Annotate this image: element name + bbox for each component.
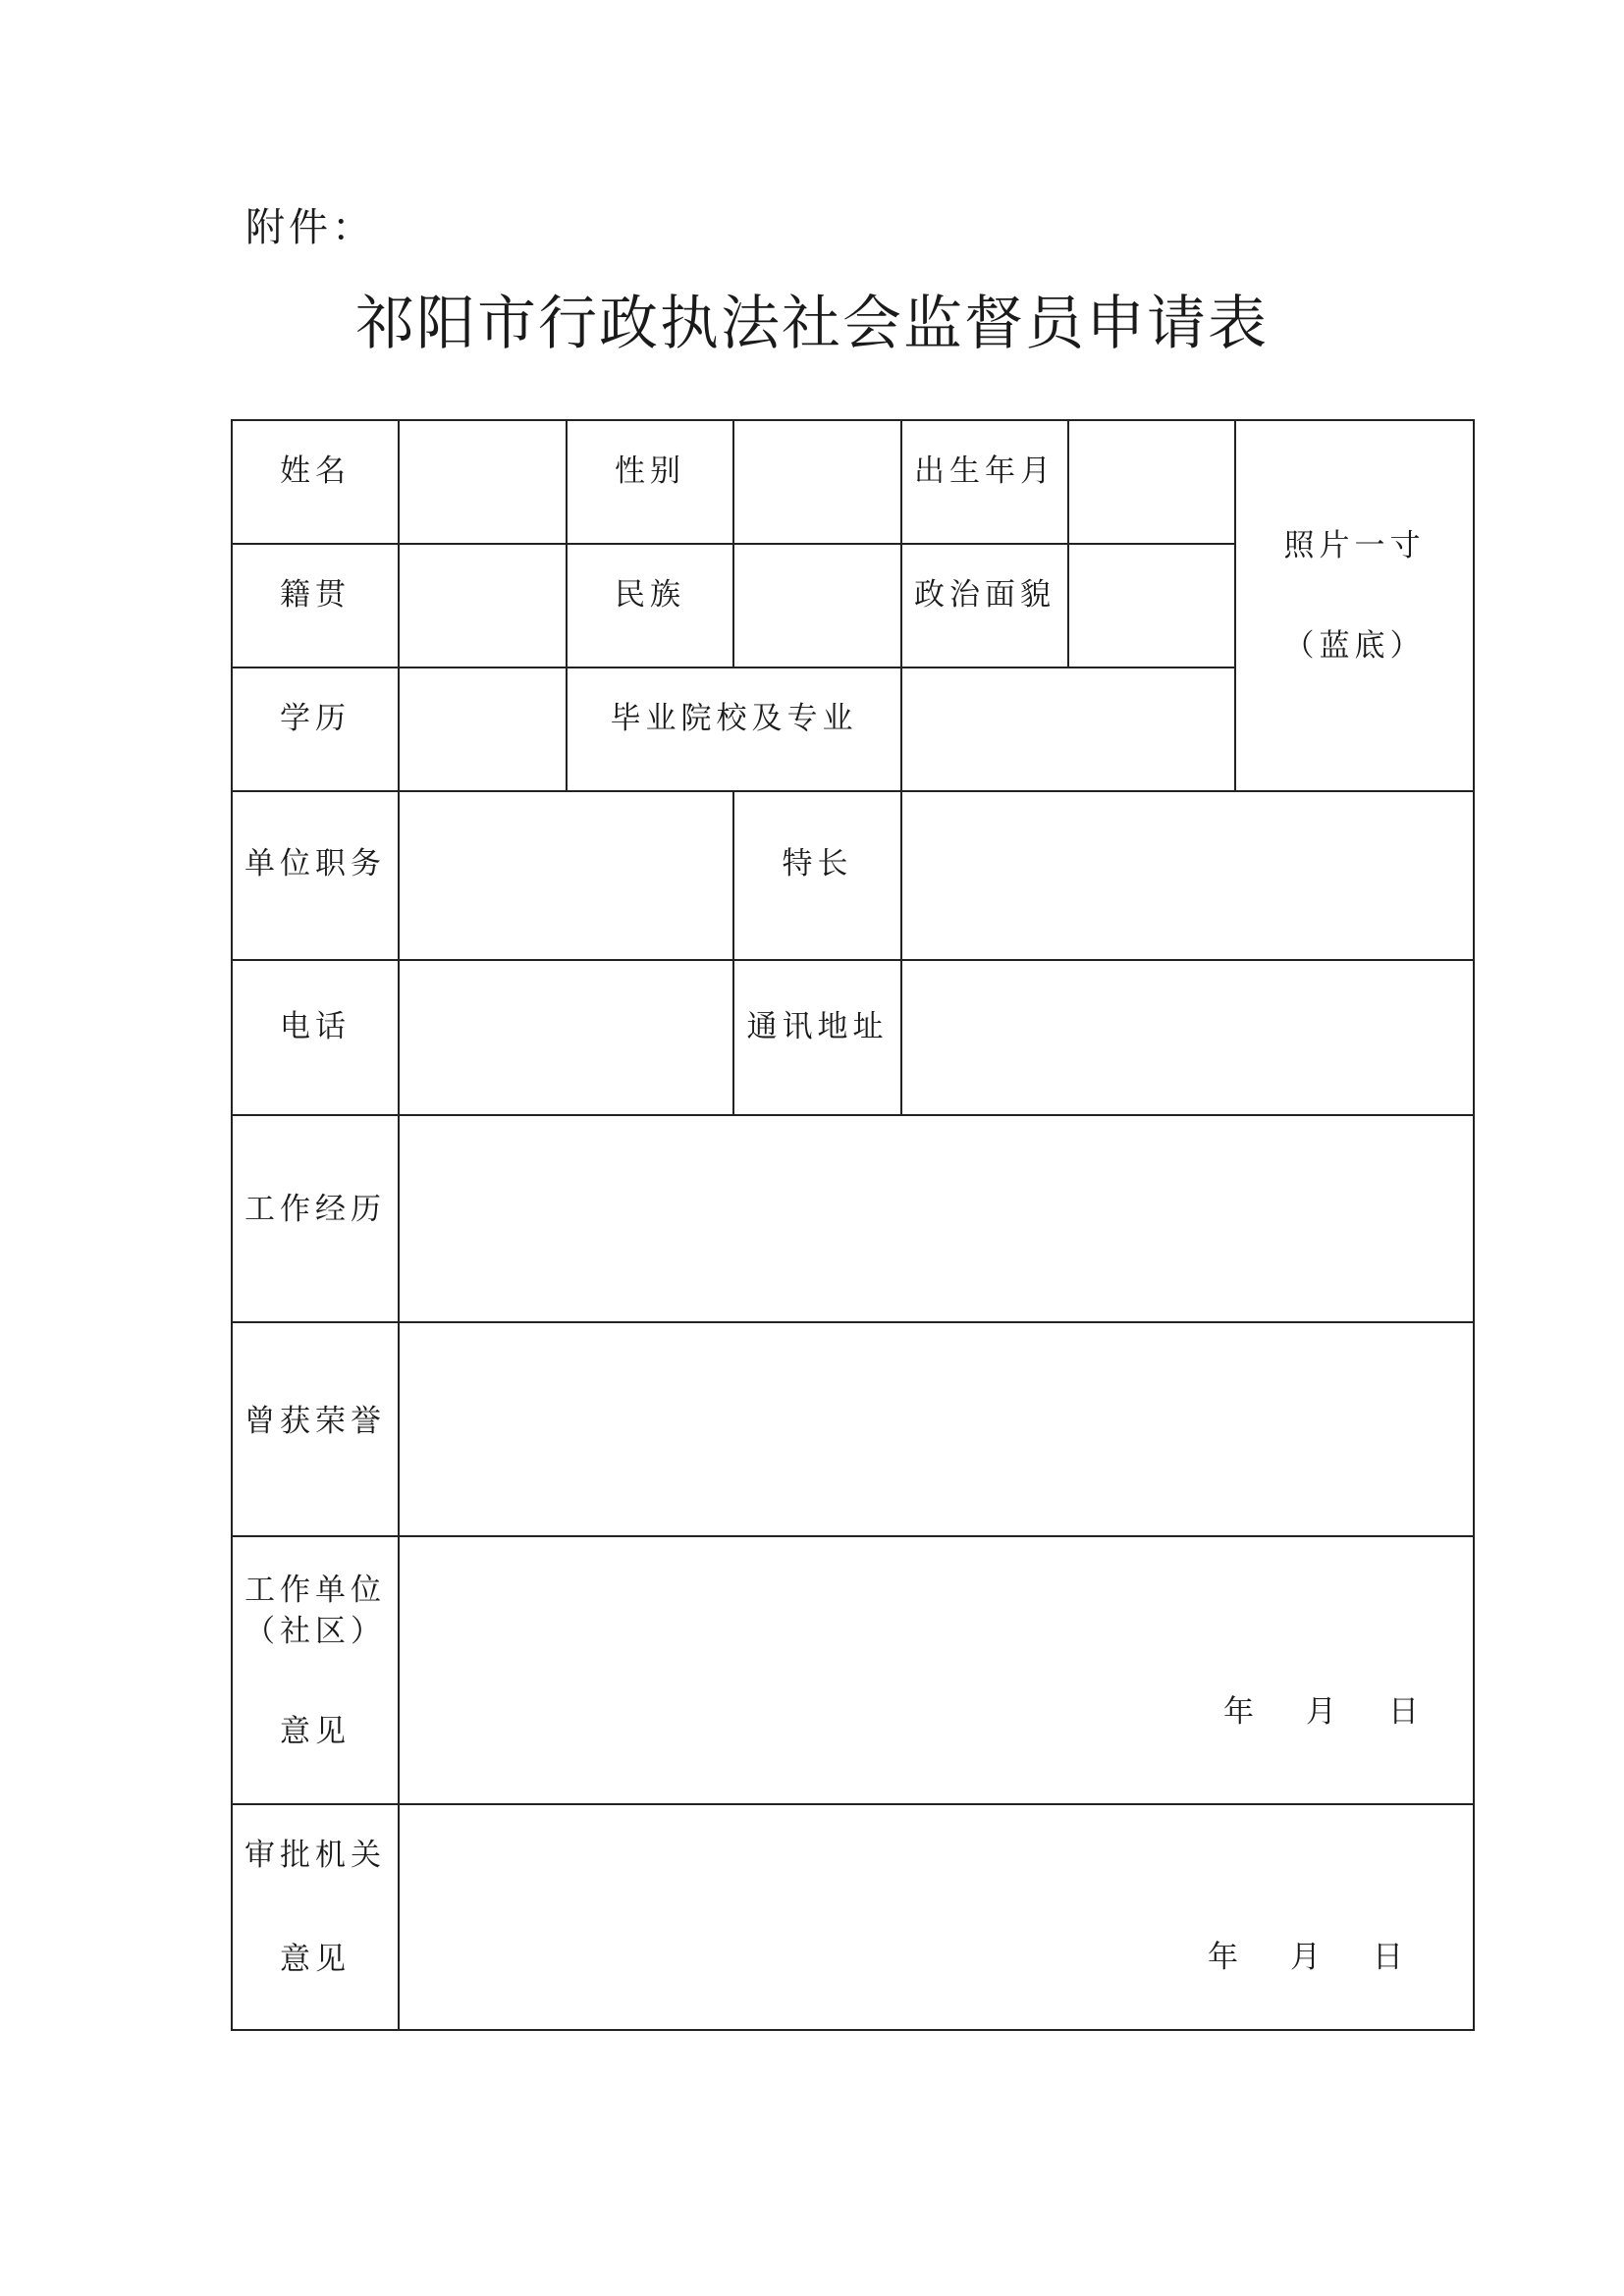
- label-ethnicity: 民族: [615, 577, 685, 613]
- native-place-field[interactable]: [401, 546, 565, 666]
- political-status-field[interactable]: [1070, 546, 1233, 666]
- label-native-place: 籍贯: [280, 577, 351, 613]
- label-photo-size: 照片一寸: [1283, 528, 1426, 563]
- date-day: 日: [1388, 1694, 1419, 1730]
- form-title: 祁阳市行政执法社会监督员申请表: [355, 290, 1269, 358]
- label-gender: 性别: [615, 454, 685, 489]
- phone-field[interactable]: [401, 962, 731, 1113]
- label-photo-background: （蓝底）: [1283, 628, 1426, 664]
- unit-opinion-date: [1223, 1686, 1419, 1731]
- label-unit-position: 单位职务: [244, 846, 386, 881]
- unit-position-field[interactable]: [401, 793, 731, 958]
- label-education: 学历: [280, 701, 351, 736]
- date-day: 日: [1373, 1940, 1403, 1975]
- label-approval-line1: 审批机关: [244, 1838, 386, 1873]
- attachment-label: 附件：: [245, 205, 375, 250]
- label-work-history: 工作经历: [244, 1192, 386, 1227]
- birth-field[interactable]: [1070, 422, 1233, 542]
- label-approval-line2: 意见: [280, 1942, 351, 1977]
- honors-field[interactable]: [401, 1324, 1472, 1534]
- approval-opinion-date: [1208, 1932, 1403, 1976]
- specialty-field[interactable]: [903, 793, 1472, 958]
- unit-opinion-field[interactable]: [401, 1538, 1472, 1802]
- education-field[interactable]: [401, 669, 565, 789]
- label-school-major: 毕业院校及专业: [610, 701, 858, 736]
- school-major-field[interactable]: [903, 669, 1233, 789]
- address-field[interactable]: [903, 962, 1472, 1113]
- approval-opinion-field[interactable]: [401, 1806, 1472, 2028]
- label-unit-opinion-line2: （社区）: [244, 1614, 386, 1649]
- ethnicity-field[interactable]: [735, 546, 899, 666]
- label-honors: 曾获荣誉: [244, 1404, 386, 1439]
- label-unit-opinion-line1: 工作单位: [244, 1573, 386, 1608]
- label-unit-opinion-line3: 意见: [280, 1714, 351, 1749]
- label-address: 通讯地址: [746, 1009, 889, 1044]
- name-field[interactable]: [401, 422, 565, 542]
- work-history-field[interactable]: [401, 1117, 1472, 1320]
- label-political-status: 政治面貌: [914, 577, 1056, 613]
- date-year: 年: [1208, 1940, 1238, 1975]
- photo-box[interactable]: [1237, 422, 1472, 789]
- date-month: 月: [1290, 1940, 1321, 1975]
- label-birth: 出生年月: [914, 454, 1056, 489]
- gender-field[interactable]: [735, 422, 899, 542]
- date-month: 月: [1306, 1694, 1336, 1730]
- label-name: 姓名: [280, 454, 351, 489]
- label-phone: 电话: [280, 1009, 351, 1044]
- label-specialty: 特长: [782, 846, 853, 881]
- date-year: 年: [1223, 1694, 1254, 1730]
